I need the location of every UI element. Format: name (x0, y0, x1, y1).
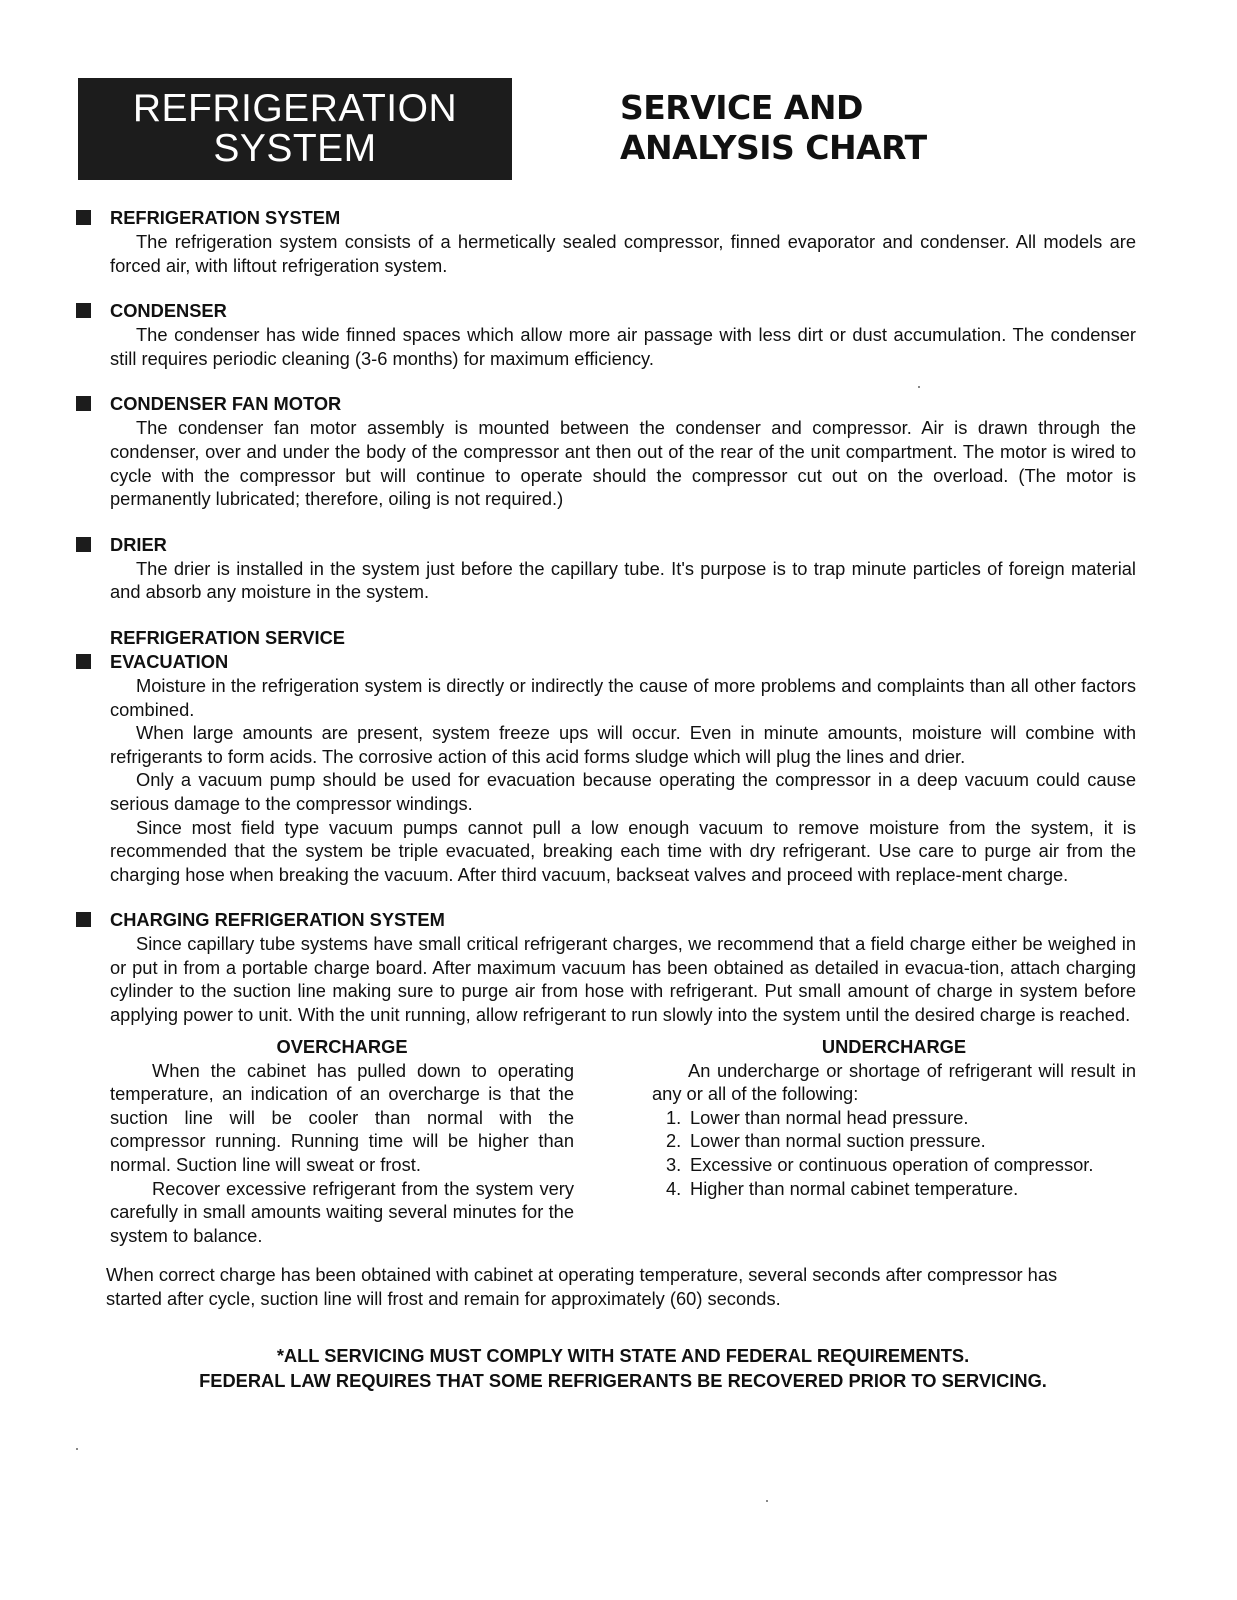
notice-line2: FEDERAL LAW REQUIRES THAT SOME REFRIGERANTS BE RECOVERED PRIOR TO SERVICING. (199, 1369, 1047, 1391)
section-body: The condenser has wide finned spaces which allow more air passage with less dirt or dust accumulation. The condenser still requires periodic cleaning (3-6 months) for maximum efficiency. (110, 324, 1136, 369)
closing-note (106, 1263, 1116, 1310)
list-item: 4. Higher than normal cabinet temperature. (666, 1177, 1019, 1199)
section-paragraph: Since most field type vacuum pumps cannot pull a low enough vacuum to remove moisture from the system, it is recommended that the system be triple evacuated, breaking each time with dry refrigerant. Use care to purge air from the charging hose when breaking the vacuum. After third vacuum, backseat valves and proceed with replace-ment charge. (110, 816, 1136, 885)
group-heading: REFRIGERATION SERVICE (110, 626, 345, 648)
page-title-line1: SERVICE AND (620, 88, 863, 127)
list-item: 2. Lower than normal suction pressure. (666, 1130, 986, 1152)
scan-speck (918, 386, 920, 388)
closing-text: When correct charge has been obtained with cabinet at operating temperature, several seconds after compressor has started after cycle, suction line will frost and remain for approximately (60) seconds. (106, 1264, 1058, 1309)
overcharge-paragraph: When the cabinet has pulled down to operating temperature, an indication of an overcharge is that the suction line will be cooler than normal with the compressor running. Running time will be higher than normal. Suction line will sweat or frost. (110, 1059, 574, 1176)
square-bullet-icon (76, 912, 91, 927)
section-paragraph: When large amounts are present, system freeze ups will occur. Even in minute amounts, moisture will combine with refrigerants to form acids. The corrosive action of this acid forms sludge which will plug the lines and drier. (110, 722, 1136, 767)
overcharge-heading: OVERCHARGE (276, 1035, 408, 1057)
undercharge-column (652, 1035, 1136, 1248)
section-heading: CONDENSER (110, 300, 227, 322)
section-body: The condenser fan motor assembly is mounted between the condenser and compressor. Air is drawn through the condenser, over and under the body of the compressor ant then out of the rear of the unit compartment. The motor is wired to cycle with the compressor but will continue to operate should the compressor cut out on the overload. (The motor is permanently lubricated; therefore, oiling is not required.) (110, 417, 1136, 510)
square-bullet-icon (76, 654, 91, 669)
section-heading: REFRIGERATION SYSTEM (110, 207, 341, 228)
page-title (620, 88, 927, 168)
list-item: 1. Lower than normal head pressure. (666, 1106, 969, 1128)
scan-speck (76, 1448, 78, 1450)
undercharge-heading: UNDERCHARGE (821, 1035, 967, 1057)
notice-line1: *ALL SERVICING MUST COMPLY WITH STATE AND FEDERAL REQUIREMENTS. (276, 1344, 970, 1366)
scan-speck (766, 1500, 768, 1502)
section-condenser (110, 299, 1136, 370)
section-charging (110, 908, 1136, 1026)
square-bullet-icon (76, 537, 91, 552)
section-refrigeration-system (110, 206, 1136, 277)
overcharge-column (110, 1035, 574, 1248)
section-body: Since capillary tube systems have small critical refrigerant charges, we recommend that a field charge either be weighed in or put in from a portable charge board. After maximum vacuum has been obtained as detailed in evacua-tion, attach charging cylinder to the suction line making sure to purge air from hose with refrigerant. Put small amount of charge in system before applying power to unit. With the unit running, allow refrigerant to run slowly into the system until the desired charge is reached. (110, 933, 1136, 1026)
section-paragraph: Moisture in the refrigeration system is directly or indirectly the cause of more problems and complaints than all other factors combined. (110, 674, 1136, 720)
section-title-line1: REFRIGERATION (132, 87, 458, 130)
square-bullet-icon (76, 396, 91, 411)
section-title-line2: SYSTEM (213, 127, 377, 170)
compliance-notice (110, 1343, 1136, 1393)
section-paragraph: Only a vacuum pump should be used for evacuation because operating the compressor in a deep vacuum could cause serious damage to the compressor windings. (110, 769, 1136, 814)
page-title-line2: ANALYSIS CHART (620, 128, 927, 167)
section-heading: EVACUATION (110, 650, 229, 672)
square-bullet-icon (76, 303, 91, 318)
overcharge-paragraph: Recover excessive refrigerant from the system very carefully in small amounts waiting several minutes for the system to balance. (110, 1177, 574, 1246)
section-heading: CHARGING REFRIGERATION SYSTEM (110, 909, 445, 931)
section-title-box (78, 78, 512, 180)
undercharge-list (652, 1106, 1136, 1200)
document-body (106, 206, 1136, 1393)
undercharge-intro: An undercharge or shortage of refrigerant will result in any or all of the following: (652, 1059, 1136, 1105)
section-heading: DRIER (110, 533, 167, 555)
section-body: The drier is installed in the system just before the capillary tube. It's purpose is to trap minute particles of foreign material and absorb any moisture in the system. (110, 557, 1136, 603)
section-evacuation (110, 626, 1136, 886)
square-bullet-icon (76, 210, 91, 225)
list-item: 3. Excessive or continuous operation of compressor. (666, 1154, 1094, 1176)
section-condenser-fan-motor (110, 392, 1136, 510)
section-drier (110, 533, 1136, 604)
section-heading: CONDENSER FAN MOTOR (110, 393, 342, 415)
section-body: The refrigeration system consists of a hermetically sealed compressor, finned evaporator and condenser. All models are forced air, with liftout refrigeration system. (110, 231, 1136, 276)
charge-columns (110, 1035, 1136, 1248)
